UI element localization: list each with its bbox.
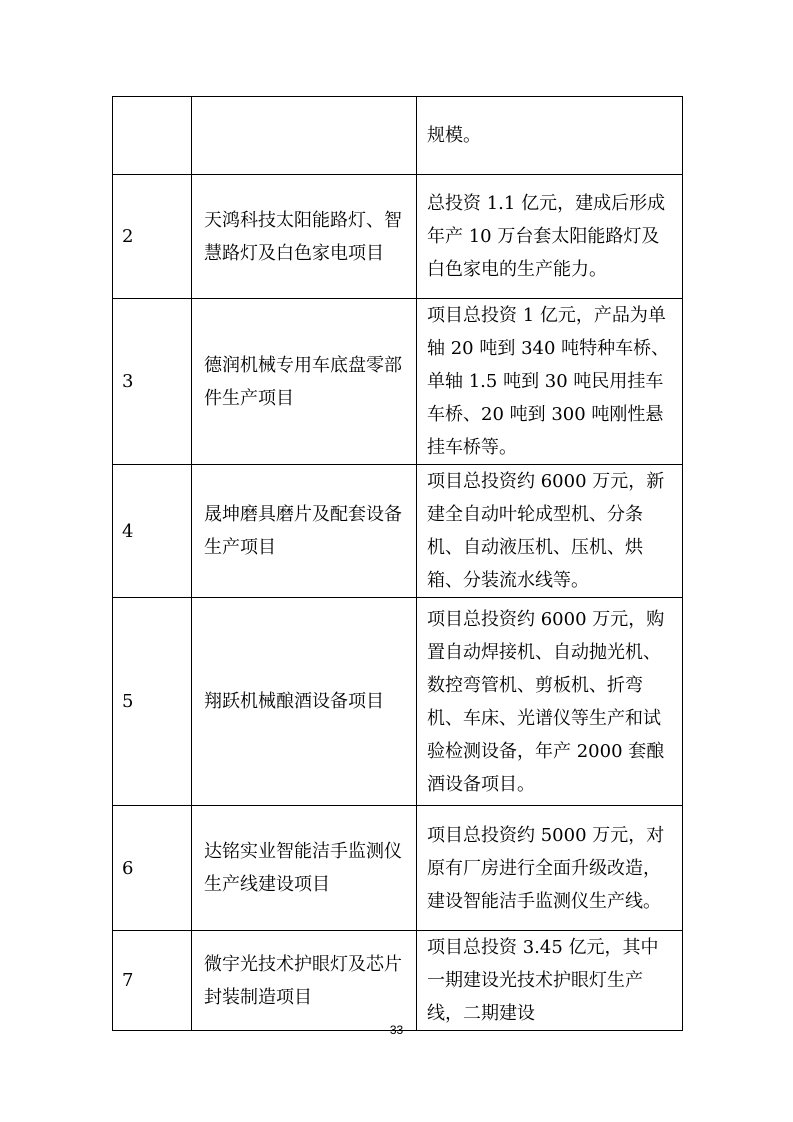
table-row [113, 806, 683, 931]
project-description-cell: 项目总投资约 5000 万元，对原有厂房进行全面升级改造，建设智能洁手监测仪生产线。 [417, 806, 683, 931]
row-number-cell: 7 [113, 931, 192, 1031]
table-row [113, 465, 683, 598]
project-name-cell [192, 97, 417, 175]
row-number-cell: 2 [113, 175, 192, 299]
project-description-cell: 项目总投资约 6000 万元，购置自动焊接机、自动抛光机、数控弯管机、剪板机、折弯机、车床、光谱仪等生产和试验检测设备，年产 2000 套酿酒设备项目。 [417, 598, 683, 806]
table-row [113, 299, 683, 465]
row-number-cell: 6 [113, 806, 192, 931]
row-number-cell: 4 [113, 465, 192, 598]
project-description-cell: 总投资 1.1 亿元，建成后形成年产 10 万台套太阳能路灯及白色家电的生产能力。 [417, 175, 683, 299]
project-name-cell: 微宇光技术护眼灯及芯片封装制造项目 [192, 931, 417, 1031]
project-description-cell: 项目总投资 3.45 亿元，其中一期建设光技术护眼灯生产线，二期建设 [417, 931, 683, 1031]
project-table [112, 96, 683, 1031]
project-name-cell: 翔跃机械酿酒设备项目 [192, 598, 417, 806]
project-description-cell: 项目总投资约 6000 万元，新建全自动叶轮成型机、分条机、自动液压机、压机、烘箱、分装流水线等。 [417, 465, 683, 598]
table-row [113, 97, 683, 175]
project-description-cell: 规模。 [417, 97, 683, 175]
row-number-cell: 5 [113, 598, 192, 806]
table-row [113, 175, 683, 299]
row-number-cell [113, 97, 192, 175]
row-number-cell: 3 [113, 299, 192, 465]
page-number: 33 [389, 1023, 404, 1037]
project-name-cell: 达铭实业智能洁手监测仪生产线建设项目 [192, 806, 417, 931]
project-name-cell: 天鸿科技太阳能路灯、智慧路灯及白色家电项目 [192, 175, 417, 299]
project-name-cell: 德润机械专用车底盘零部件生产项目 [192, 299, 417, 465]
project-name-cell: 晟坤磨具磨片及配套设备生产项目 [192, 465, 417, 598]
table-row [113, 598, 683, 806]
table-row [113, 931, 683, 1031]
project-description-cell: 项目总投资 1 亿元，产品为单轴 20 吨到 340 吨特种车桥、单轴 1.5 吨到 30 吨民用挂车车桥、20 吨到 300 吨刚性悬挂车桥等。 [417, 299, 683, 465]
